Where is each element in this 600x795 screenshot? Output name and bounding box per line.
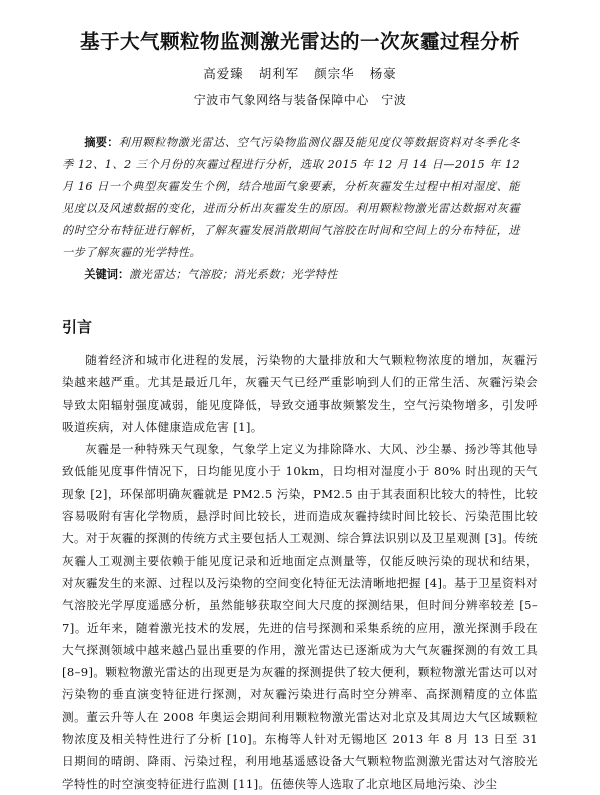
abstract-label: 摘要： xyxy=(84,136,119,149)
author-list xyxy=(62,64,538,82)
author-name: 颜宗华 xyxy=(314,66,355,81)
paper-title: 基于大气颗粒物监测激光雷达的一次灰霾过程分析 xyxy=(79,30,520,53)
affiliation: 宁波市气象网络与装备保障中心 宁波 xyxy=(193,93,407,107)
section-title-introduction: 引言 xyxy=(62,318,93,336)
author-name: 高爱臻 xyxy=(203,66,244,81)
keywords-label: 关键词： xyxy=(84,268,130,281)
body-paragraph: 随着经济和城市化进程的发展，污染物的大量排放和大气颗粒物浓度的增加，灰霾污染越来越严重。尤其是最近几年，灰霾天气已经严重影响到人们的正常生活、灰霾污染会导致太阳辐射强度减弱，能见度降低，导致交通事故频繁发生，空气污染物增多，引发呼吸道疾病，对人体健康造成危害 [1]。 xyxy=(62,353,538,434)
author-name: 胡利军 xyxy=(258,66,300,81)
keywords-text: 激光雷达；气溶胶；消光系数；光学特性 xyxy=(129,268,338,281)
abstract xyxy=(62,132,538,264)
keywords xyxy=(62,264,538,286)
abstract-text: 利用颗粒物激光雷达、空气污染物监测仪器及能见度仪等数据资料对冬季化冬季 12、1、2 三个月份的灰霾过程进行分析，选取 2015 年 12 月 14 日—2015 年 12 月 16 日一个典型灰霾发生个例，结合地面气象要素，分析灰霾发生过程中相对湿度、能见度以及风速数据的变化，进而分析出灰霾发生的原因。利用颗粒物激光雷达数据对灰霾的时空分布特征进行解析，了解灰霾发展消散期间气溶胶在时间和空间上的分布特征，进一步了解灰霾的光学特性。 xyxy=(62,136,520,259)
body-paragraph: 灰霾是一种特殊天气现象，气象学上定义为排除降水、大风、沙尘暴、扬沙等其他导致低能见度事件情况下，日均能见度小于 10km，日均相对湿度小于 80% 时出现的天气现象 [2]，环保部明确灰霾就是 PM2.5 污染，PM2.5 由于其表面积比较大的特性，比较容易吸附有害化学物质，悬浮时间比较长，进而造成灰霾持续时间比较长、污染范围比较大。对于灰霾的探测的传统方式主要包括人工观测、综合算法识别以及卫星观测 [3]。传统灰霾人工观测主要依赖于能见度记录和近地面定点测量等，仅能反映污染的现状和结果，对灰霾发生的来源、过程以及污染物的空间变化特征无法清晰地把握 [4]。基于卫星资料对气溶胶光学厚度遥感分析，虽然能够获取空间大尺度的探测结果，但时间分辨率较差 [5–7]。近年来，随着激光技术的发展，先进的信号探测和采集系统的应用，激光探测手段在大气探测领域中越来越凸显出重要的作用，激光雷达已逐渐成为大气灰霾探测的有效工具 [8–9]。颗粒物激光雷达的出现更是为灰霾的探测提供了较大便利，颗粒物激光雷达可以对污染物的垂直演变特征进行探测，对灰霾污染进行高时空分辨率、高探测精度的立体监测。董云升等人在 2008 年奥运会期间利用颗粒物激光雷达对北京及其周边大气区域颗粒物浓度及相关特性进行了分析 [10]。东梅等人针对无锡地区 2013 年 8 月 13 日至 31 日期间的晴朗、降雨、污染过程，利用地基遥感设备大气颗粒物监测激光雷达对气溶胶光学特性的时空演变特征进行监测 [11]。伍德侠等人选取了北京地区局地污染、沙尘 xyxy=(62,442,538,791)
author-name: 杨豪 xyxy=(369,66,397,81)
